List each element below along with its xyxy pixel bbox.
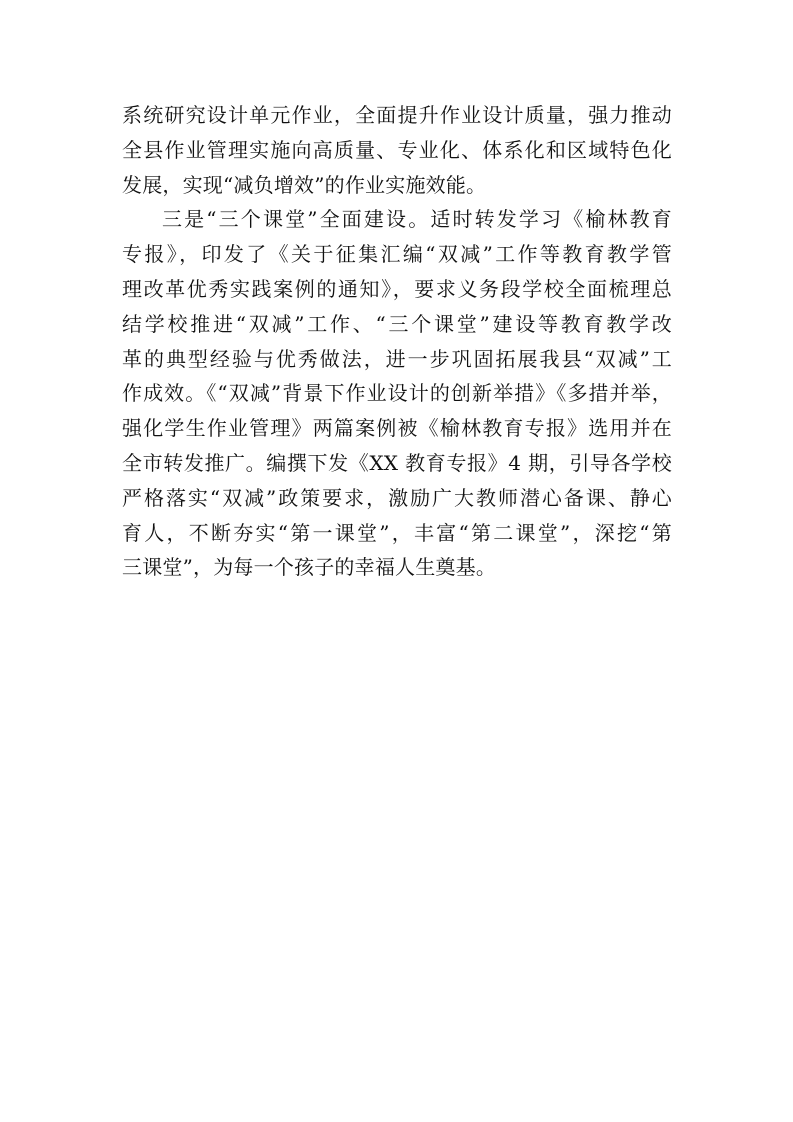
text-line: 理改革优秀实践案例的通知》，要求义务段学校全面梳理总 bbox=[122, 276, 672, 301]
text-line: 严格落实“双减”政策要求，激励广大教师潜心备课、静心 bbox=[122, 485, 672, 510]
text-line: 专报》，印发了《关于征集汇编“双减”工作等教育教学管 bbox=[122, 242, 672, 267]
text-line: 结学校推进“双减”工作、“三个课堂”建设等教育教学改 bbox=[122, 311, 672, 336]
text-line: 强化学生作业管理》两篇案例被《榆林教育专报》选用并在 bbox=[122, 416, 672, 441]
body-text bbox=[122, 98, 672, 585]
text-line: 全县作业管理实施向高质量、专业化、体系化和区域特色化 bbox=[122, 137, 672, 162]
text-line: 革的典型经验与优秀做法，进一步巩固拓展我县“双减”工 bbox=[122, 346, 672, 371]
text-line: 三课堂”，为每一个孩子的幸福人生奠基。 bbox=[122, 555, 497, 580]
text-line: 系统研究设计单元作业，全面提升作业设计质量，强力推动 bbox=[122, 103, 672, 127]
text-line: 发展，实现“减负增效”的作业实施效能。 bbox=[122, 172, 487, 197]
text-line: 育人，不断夯实“第一课堂”，丰富“第二课堂”，深挖“第 bbox=[122, 520, 672, 545]
text-line: 作成效。《“双减”背景下作业设计的创新举措》《多措并举， bbox=[122, 381, 672, 406]
text-line: 全市转发推广。编撰下发《XX 教育专报》4 期，引导各学校 bbox=[122, 450, 672, 475]
paragraph-first-line: 三是“三个课堂”全面建设。适时转发学习《榆林教育 bbox=[162, 207, 672, 232]
